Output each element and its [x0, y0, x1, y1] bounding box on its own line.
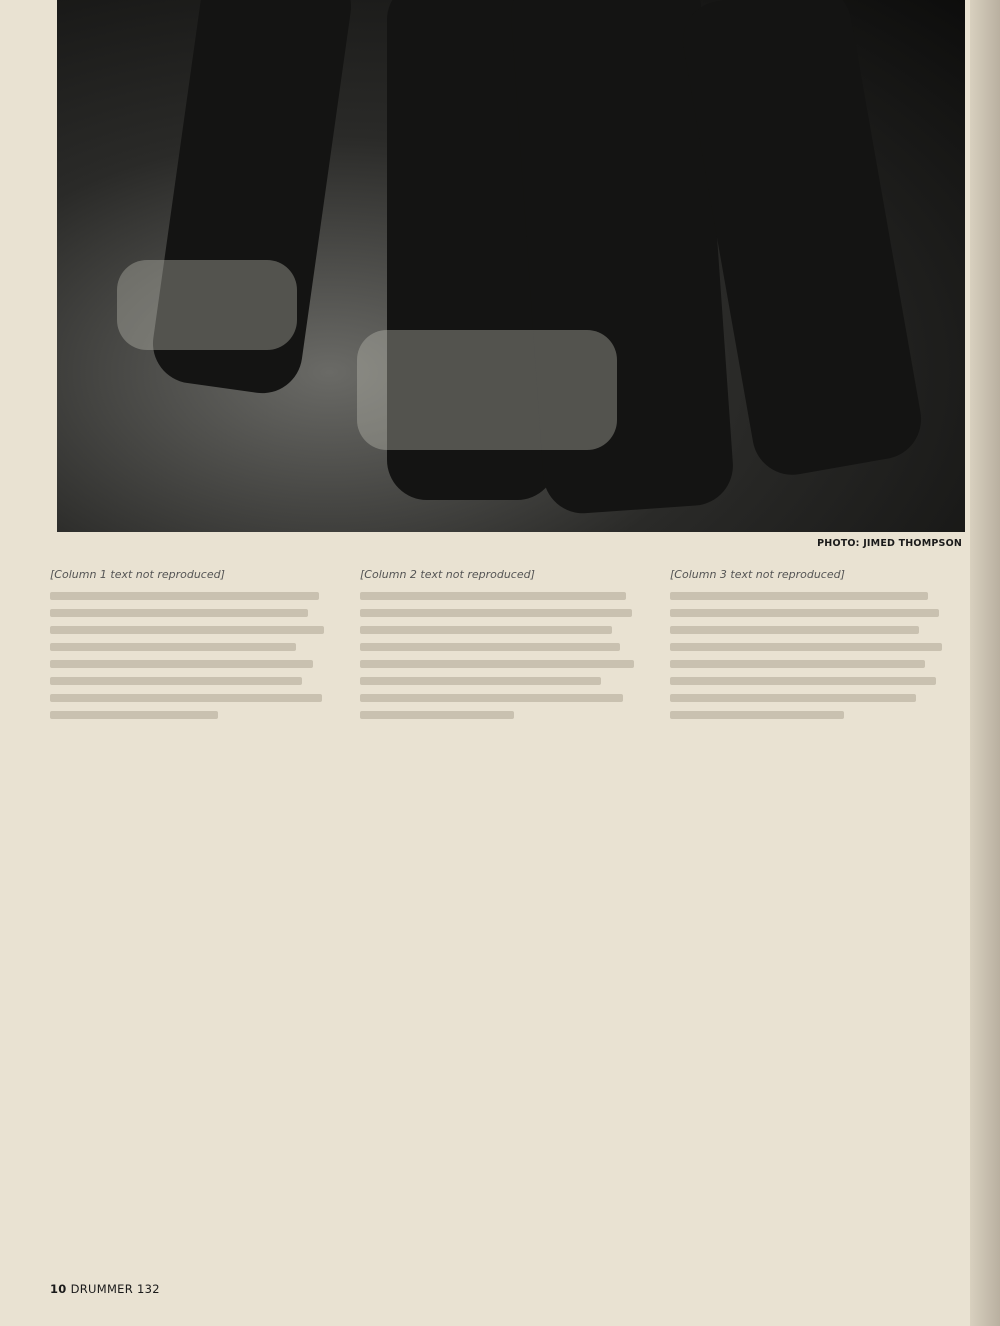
column-note: [Column 1 text not reproduced] — [50, 568, 225, 581]
column-note: [Column 3 text not reproduced] — [670, 568, 845, 581]
page-number: 10 — [50, 1282, 67, 1296]
story-column-1 — [50, 566, 330, 719]
photo-credit: PHOTO: JIMED THOMPSON — [817, 538, 962, 549]
photo — [57, 0, 965, 532]
story-column-2 — [360, 566, 640, 719]
page-edge — [970, 0, 1000, 1326]
folio — [50, 1282, 160, 1296]
publication-name: DRUMMER 132 — [70, 1282, 160, 1296]
column-note: [Column 2 text not reproduced] — [360, 568, 535, 581]
story-column-3 — [670, 566, 950, 719]
